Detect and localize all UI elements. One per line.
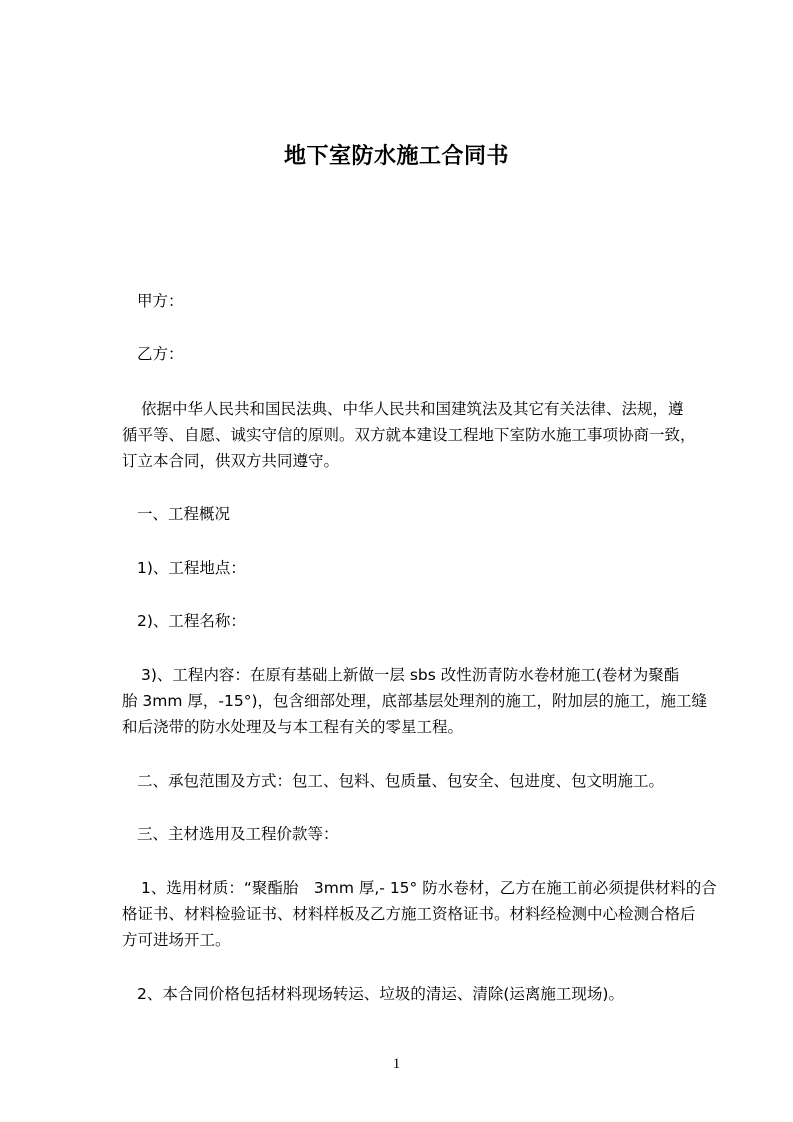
material-line: 方可进场开工。	[122, 931, 231, 949]
preamble-line: 订立本合同，供双方共同遵守。	[122, 452, 340, 470]
section-2-heading: 二、承包范围及方式：包工、包料、包质量、包安全、包进度、包文明施工。	[137, 772, 665, 790]
section-1-item-name: 2)、工程名称：	[137, 612, 246, 630]
section-1-heading: 一、工程概况	[137, 505, 231, 523]
party-a-label: 甲方：	[137, 292, 184, 310]
material-line: 1、选用材质：“聚酯胎 3mm 厚,- 15° 防水卷材，乙方在施工前必须提供材料的合	[141, 879, 717, 897]
page-number: 1	[392, 1056, 401, 1072]
section-1-item-location: 1)、工程地点：	[137, 559, 246, 577]
material-line: 格证书、材料检验证书、材料样板及乙方施工资格证书。材料经检测中心检测合格后	[122, 905, 696, 923]
section-3-heading: 三、主材选用及工程价款等：	[137, 825, 339, 843]
preamble-line: 循平等、自愿、诚实守信的原则。双方就本建设工程地下室防水施工事项协商一致，	[122, 426, 696, 444]
section-3-item-price: 2、本合同价格包括材料现场转运、垃圾的清运、清除(运离施工现场)。	[137, 985, 624, 1003]
content-line: 胎 3mm 厚，-15°)，包含细部处理，底部基层处理剂的施工，附加层的施工，施工缝	[122, 692, 708, 710]
content-line: 3)、工程内容：在原有基础上新做一层 sbs 改性沥青防水卷材施工(卷材为聚酯	[141, 666, 680, 684]
party-b-label: 乙方：	[137, 345, 184, 363]
page-title: 地下室防水施工合同书	[283, 144, 509, 169]
content-line: 和后浇带的防水处理及与本工程有关的零星工程。	[122, 718, 464, 736]
preamble-line: 依据中华人民共和国民法典、中华人民共和国建筑法及其它有关法律、法规，遵	[141, 400, 684, 418]
